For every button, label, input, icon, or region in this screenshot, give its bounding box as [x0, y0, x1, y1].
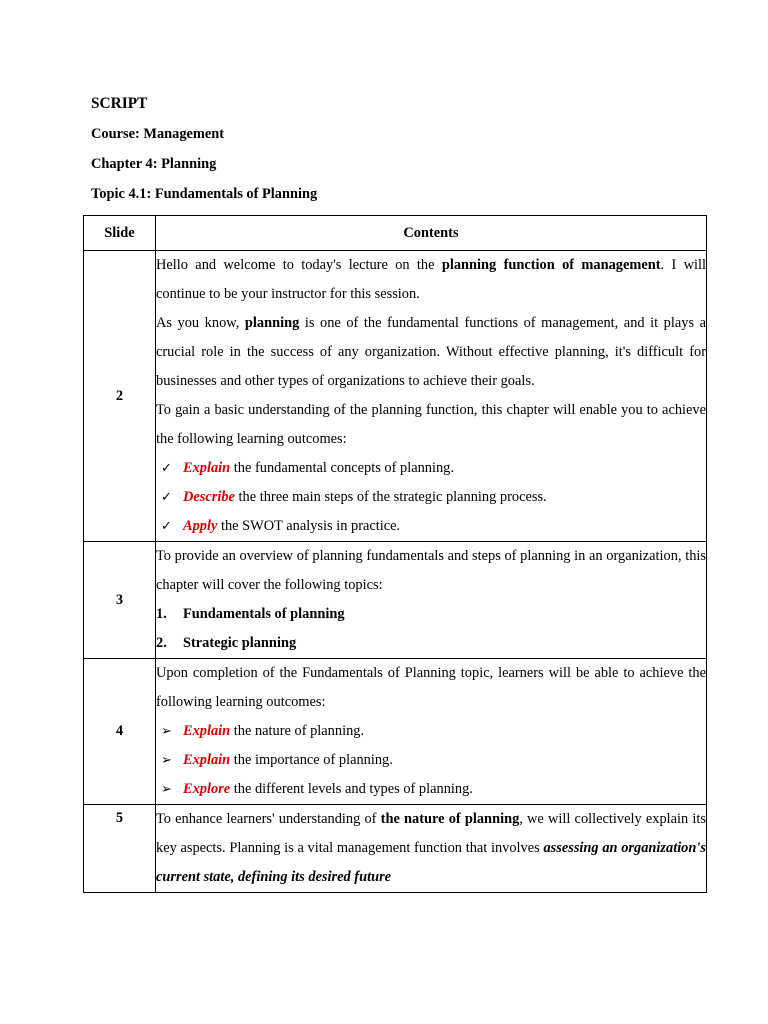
chapter-line: Chapter 4: Planning [91, 156, 217, 172]
text: the SWOT analysis in practice. [217, 518, 401, 534]
text: the importance of planning. [230, 752, 393, 768]
text: As you know, [156, 315, 245, 331]
paragraph: To gain a basic understanding of the planning function, this chapter will enable you to achieve the following learning outcomes: [156, 402, 706, 447]
slide-contents [156, 251, 707, 542]
text: the different levels and types of planning. [230, 781, 473, 797]
table-row [84, 805, 707, 893]
text: To enhance learners' understanding of [156, 811, 381, 827]
keyword: Explain [183, 460, 231, 476]
slide-contents [156, 542, 707, 659]
keyword: Apply [183, 518, 218, 534]
list-item [156, 454, 706, 483]
text: is one of the fundamental functions of management, and it plays a crucial role in the success of any organization. Without effective planning, it's difficult for businesses and other types of organizations to achieve their goals. [156, 315, 707, 389]
document-header [91, 90, 317, 210]
list-item [156, 629, 706, 658]
paragraph [156, 805, 706, 892]
keyword: Explain [183, 752, 231, 768]
checkmark-icon: ✓ [161, 490, 172, 505]
keyword: Explain [183, 723, 231, 739]
text: the nature of planning. [230, 723, 365, 739]
arrow-bullet-icon: ➢ [161, 724, 172, 739]
slide-column-header: Slide [84, 216, 156, 251]
slide-number: 4 [84, 659, 156, 805]
slide-contents [156, 805, 707, 893]
slide-contents [156, 659, 707, 805]
bold-text: planning function of management [441, 257, 661, 273]
slide-number: 5 [84, 805, 156, 893]
keyword: Explore [183, 781, 231, 797]
paragraph: Upon completion of the Fundamentals of Planning topic, learners will be able to achieve the following learning outcomes: [156, 665, 706, 710]
table-row [84, 542, 707, 659]
list-item [156, 746, 706, 775]
slide-number: 2 [84, 251, 156, 542]
contents-column-header: Contents [156, 216, 707, 251]
paragraph: To provide an overview of planning fundamentals and steps of planning in an organization, this chapter will cover the following topics: [156, 548, 706, 593]
paragraph [156, 309, 706, 396]
checkmark-icon: ✓ [161, 461, 172, 476]
table-row [84, 659, 707, 805]
list-item [156, 512, 706, 541]
script-table [83, 215, 707, 893]
text: the three main steps of the strategic planning process. [234, 489, 547, 505]
paragraph [156, 251, 706, 309]
item-number: 1. [156, 606, 167, 622]
table-row [84, 251, 707, 542]
topic-line: Topic 4.1: Fundamentals of Planning [91, 186, 318, 202]
arrow-bullet-icon: ➢ [161, 753, 172, 768]
bold-italic-text: assessing an organization's current state, defining its desired future [156, 840, 706, 885]
text: the fundamental concepts of planning. [230, 460, 454, 476]
item-number: 2. [156, 635, 167, 651]
list-item [156, 600, 706, 629]
list-item [156, 775, 706, 804]
checkmark-icon: ✓ [161, 519, 172, 534]
keyword: Describe [183, 489, 235, 505]
list-item [156, 483, 706, 512]
text: . I will continue to be your instructor for this session. [156, 257, 706, 302]
text: , we will collectively explain its key aspects. Planning is a vital management function that involves [156, 811, 706, 856]
text: Hello and welcome to today's lecture on the [156, 257, 442, 273]
arrow-bullet-icon: ➢ [161, 782, 172, 797]
item-text: Strategic planning [183, 635, 297, 651]
list-item [156, 717, 706, 746]
table-header-row [84, 216, 707, 251]
bold-text: planning [244, 315, 300, 331]
course-line: Course: Management [91, 126, 225, 142]
script-title: SCRIPT [91, 95, 148, 112]
item-text: Fundamentals of planning [183, 606, 345, 622]
slide-number: 3 [84, 542, 156, 659]
bold-text: the nature of planning [380, 811, 520, 827]
